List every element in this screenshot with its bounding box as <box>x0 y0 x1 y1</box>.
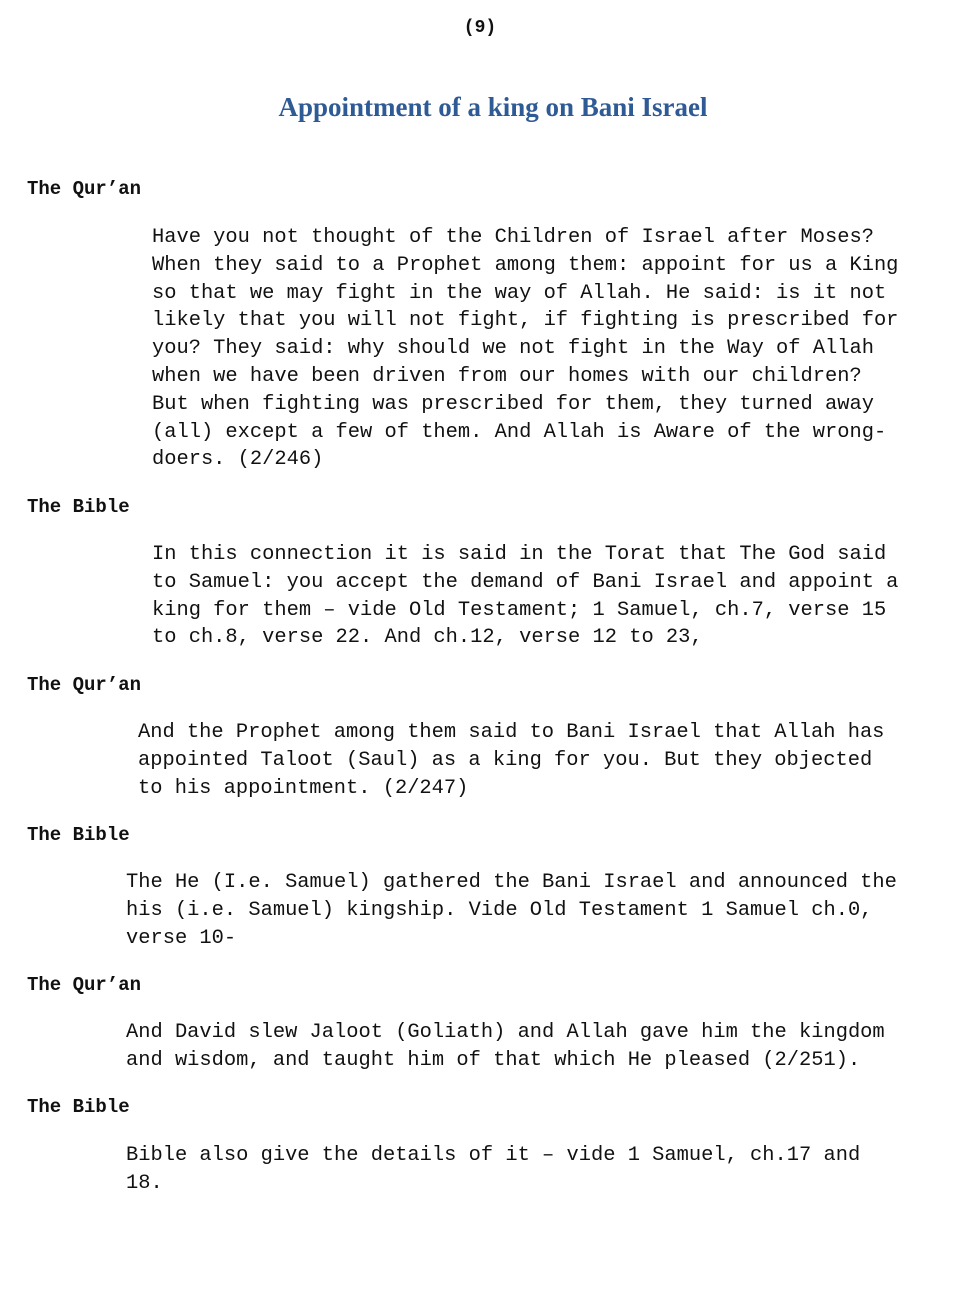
text-line: and wisdom, and taught him of that which He pleased (2/251). <box>126 1048 861 1072</box>
text-line: you? They said: why should we not fight in the Way of Allah <box>152 337 874 361</box>
text-line: Bible also give the details of it – vide 1 Samuel, ch.17 and <box>126 1144 861 1167</box>
section-heading-bible: The Bible <box>27 496 130 518</box>
bible-passage <box>152 541 898 652</box>
quran-passage <box>152 224 898 474</box>
section-heading-bible: The Bible <box>27 1096 130 1118</box>
section-heading-quran: The Qur’an <box>27 974 142 996</box>
text-line: The He (I.e. Samuel) gathered the Bani Israel and announced the <box>126 871 897 894</box>
text-line: (all) except a few of them. And Allah is Aware of the wrong- <box>152 420 887 444</box>
bible-passage <box>126 1142 860 1198</box>
section-heading-bible: The Bible <box>27 824 130 846</box>
text-line: verse 10- <box>126 926 237 950</box>
text-line: doers. (2/246) <box>152 448 324 472</box>
page-number: (9) <box>463 18 497 38</box>
quran-passage <box>138 719 884 802</box>
text-line: And the Prophet among them said to Bani Israel that Allah has <box>138 721 885 744</box>
text-line: But when fighting was prescribed for them, they turned away <box>152 392 874 416</box>
page-title: Appointment of a king on Bani Israel <box>278 92 708 122</box>
section-heading-quran: The Qur’an <box>27 178 142 200</box>
text-line: 18. <box>126 1171 163 1195</box>
text-line: likely that you will not fight, if fighting is prescribed for <box>152 309 899 333</box>
text-line: so that we may fight in the way of Allah. He said: is it not <box>152 281 887 305</box>
text-line: king for them – vide Old Testament; 1 Samuel, ch.7, verse 15 <box>152 598 887 622</box>
text-line: his (i.e. Samuel) kingship. Vide Old Testament 1 Samuel ch.0, <box>126 898 873 922</box>
text-line: When they said to a Prophet among them: appoint for us a King <box>152 253 899 277</box>
text-line: to Samuel: you accept the demand of Bani Israel and appoint a <box>152 570 899 594</box>
text-line: to ch.8, verse 22. And ch.12, verse 12 to 23, <box>152 626 703 650</box>
text-line: Have you not thought of the Children of Israel after Moses? <box>152 226 874 249</box>
quran-passage <box>126 1019 885 1075</box>
text-line: when we have been driven from our homes with our children? <box>152 364 862 388</box>
section-heading-quran: The Qur’an <box>27 674 142 696</box>
text-line: to his appointment. (2/247) <box>138 776 469 800</box>
text-line: In this connection it is said in the Torat that The God said <box>152 543 887 566</box>
text-line: appointed Taloot (Saul) as a king for you. But they objected <box>138 748 873 772</box>
bible-passage <box>126 869 897 952</box>
text-line: And David slew Jaloot (Goliath) and Allah gave him the kingdom <box>126 1021 885 1044</box>
